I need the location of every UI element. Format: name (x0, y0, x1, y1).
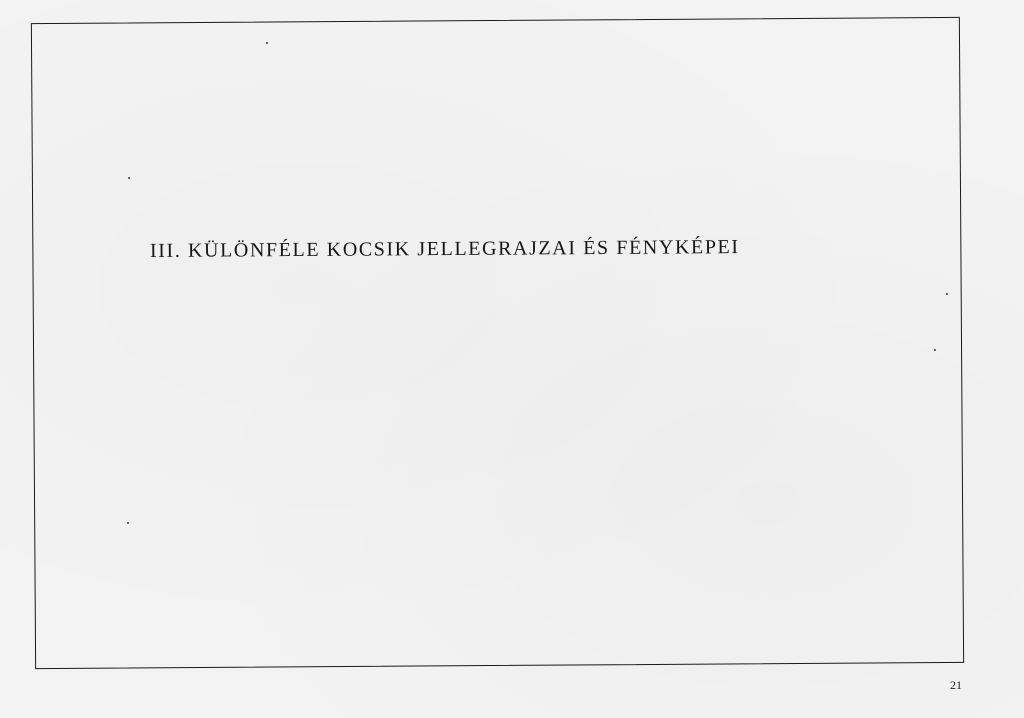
print-speck (266, 42, 268, 44)
chapter-heading: III. KÜLÖNFÉLE KOCSIK JELLEGRAJZAI ÉS FÉNYKÉPEI (149, 236, 740, 262)
print-speck (128, 177, 130, 179)
page-border-frame (31, 17, 964, 669)
print-speck (946, 293, 948, 295)
print-speck (934, 349, 936, 351)
page-number: 21 (950, 678, 962, 692)
print-speck (127, 522, 129, 524)
